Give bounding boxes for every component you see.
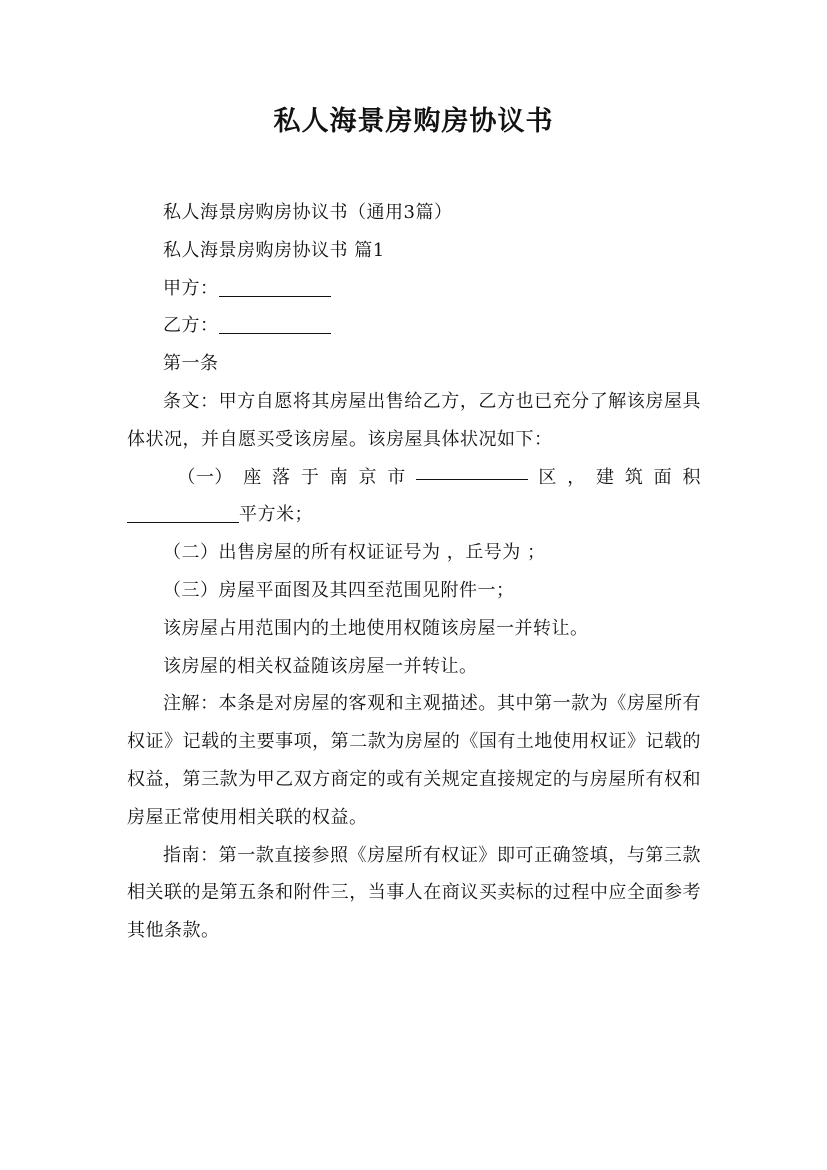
- paragraph-heading: 私人海景房购房协议书（通用3篇）: [163, 202, 453, 223]
- item-one-number: （一）: [177, 466, 233, 488]
- item-three: （三）房屋平面图及其四至范围见附件一；: [163, 579, 515, 601]
- item-one-char: 市: [387, 466, 406, 488]
- party-b-label: 乙方：: [163, 315, 219, 337]
- document-body: [127, 194, 701, 950]
- party-b-line: [127, 307, 701, 345]
- item-one-tail: 平方米；: [239, 504, 313, 526]
- item-one-char: 于: [300, 466, 320, 488]
- item-one-char: ，: [567, 466, 586, 488]
- item-one-char: 京: [358, 466, 377, 488]
- document-title: 私人海景房购房协议书: [273, 106, 554, 137]
- item-one-char: 落: [272, 466, 291, 488]
- item-one-char: 面: [653, 466, 673, 488]
- rights-paragraph: 该房屋的相关权益随该房屋一并转让。: [163, 655, 478, 677]
- area-blank: [127, 502, 239, 523]
- item-one-continuation: [127, 496, 701, 534]
- party-b-blank: [219, 313, 331, 334]
- item-one-char: 座: [243, 466, 262, 488]
- party-a-line: [127, 270, 701, 308]
- district-blank: [416, 459, 528, 480]
- land-use-paragraph: 该房屋占用范围内的土地使用权随该房屋一并转让。: [163, 617, 589, 639]
- item-two: （二）出售房屋的所有权证证号为 ，丘号为 ；: [163, 542, 546, 564]
- note-paragraph: 注解：本条是对房屋的客观和主观描述。其中第一款为《房屋所有权证》记载的主要事项，第二款为房屋的《国有土地使用权证》记载的权益，第三款为甲乙双方商定的或有关规定直接规定的与房屋所有权和房屋正常使用相关联的权益。: [127, 693, 701, 828]
- item-one-char: 建: [596, 466, 615, 488]
- item-one-char: 南: [329, 466, 349, 488]
- item-one-char: 筑: [624, 466, 644, 488]
- article-text: 条文：甲方自愿将其房屋出售给乙方，乙方也已充分了解该房屋具体状况，并自愿买受该房屋。该房屋具体状况如下：: [127, 390, 701, 450]
- paragraph-part-title: 私人海景房购房协议书 篇1: [163, 239, 385, 261]
- party-a-blank: [219, 276, 331, 297]
- guide-paragraph: 指南：第一款直接参照《房屋所有权证》即可正确签填，与第三款相关联的是第五条和附件三，当事人在商议买卖标的过程中应全面参考其他条款。: [127, 844, 701, 942]
- article-one-heading: 第一条: [163, 353, 219, 375]
- party-a-label: 甲方：: [163, 277, 219, 299]
- item-one-char: 积: [682, 466, 701, 488]
- item-one-line: [127, 459, 701, 497]
- item-one-char: 区: [538, 466, 557, 488]
